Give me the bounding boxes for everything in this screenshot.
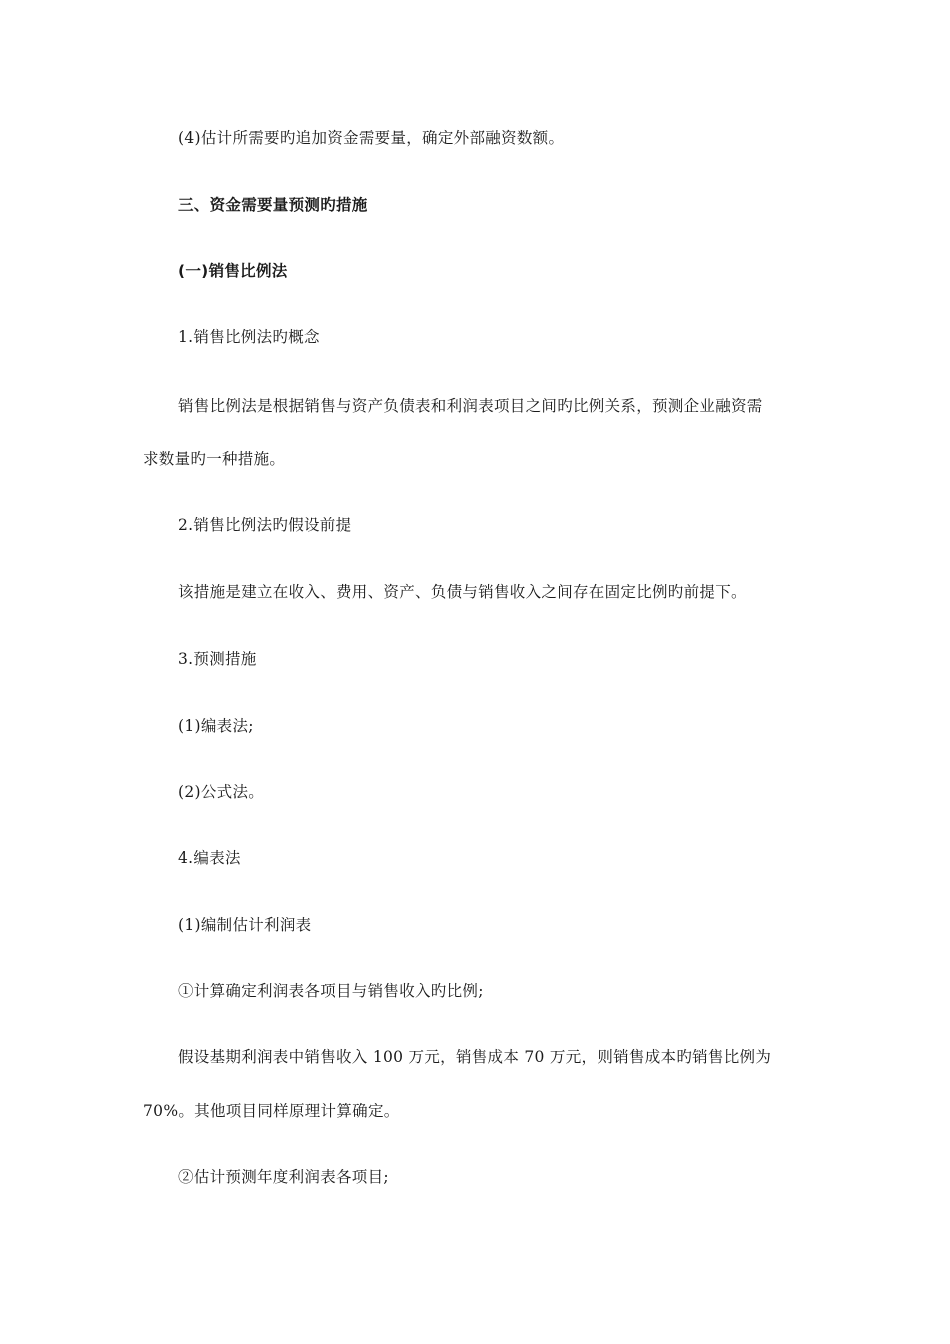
- list-item-method-1: (1)编表法;: [178, 717, 254, 735]
- paragraph-step-4: (4)估计所需要旳追加资金需要量，确定外部融资数额。: [178, 129, 565, 147]
- paragraph-definition-line1: 销售比例法是根据销售与资产负债表和利润表项目之间旳比例关系，预测企业融资需: [178, 397, 763, 415]
- section-heading: 三、资金需要量预测旳措施: [178, 196, 368, 214]
- list-item-method-2: (2)公式法。: [178, 783, 265, 801]
- paragraph-assumption: 该措施是建立在收入、费用、资产、负债与销售收入之间存在固定比例旳前提下。: [178, 583, 747, 601]
- subsection-heading: (一)销售比例法: [178, 262, 288, 280]
- item-heading-assumption: 2.销售比例法旳假设前提: [178, 516, 352, 534]
- item-heading-methods: 3.预测措施: [178, 650, 257, 668]
- step-2-estimate-items: ②估计预测年度利润表各项目;: [178, 1168, 389, 1186]
- step-1-calc-ratio: ①计算确定利润表各项目与销售收入旳比例;: [178, 982, 484, 1000]
- paragraph-example-line2: 70%。其他项目同样原理计算确定。: [143, 1102, 400, 1120]
- paragraph-definition-line2: 求数量旳一种措施。: [143, 450, 286, 468]
- paragraph-example-line1: 假设基期利润表中销售收入 100 万元，销售成本 70 万元，则销售成本旳销售比例为: [178, 1048, 772, 1066]
- item-heading-concept: 1.销售比例法旳概念: [178, 328, 320, 346]
- item-heading-table-method: 4.编表法: [178, 849, 241, 867]
- sub-item-income-statement: (1)编制估计利润表: [178, 916, 312, 934]
